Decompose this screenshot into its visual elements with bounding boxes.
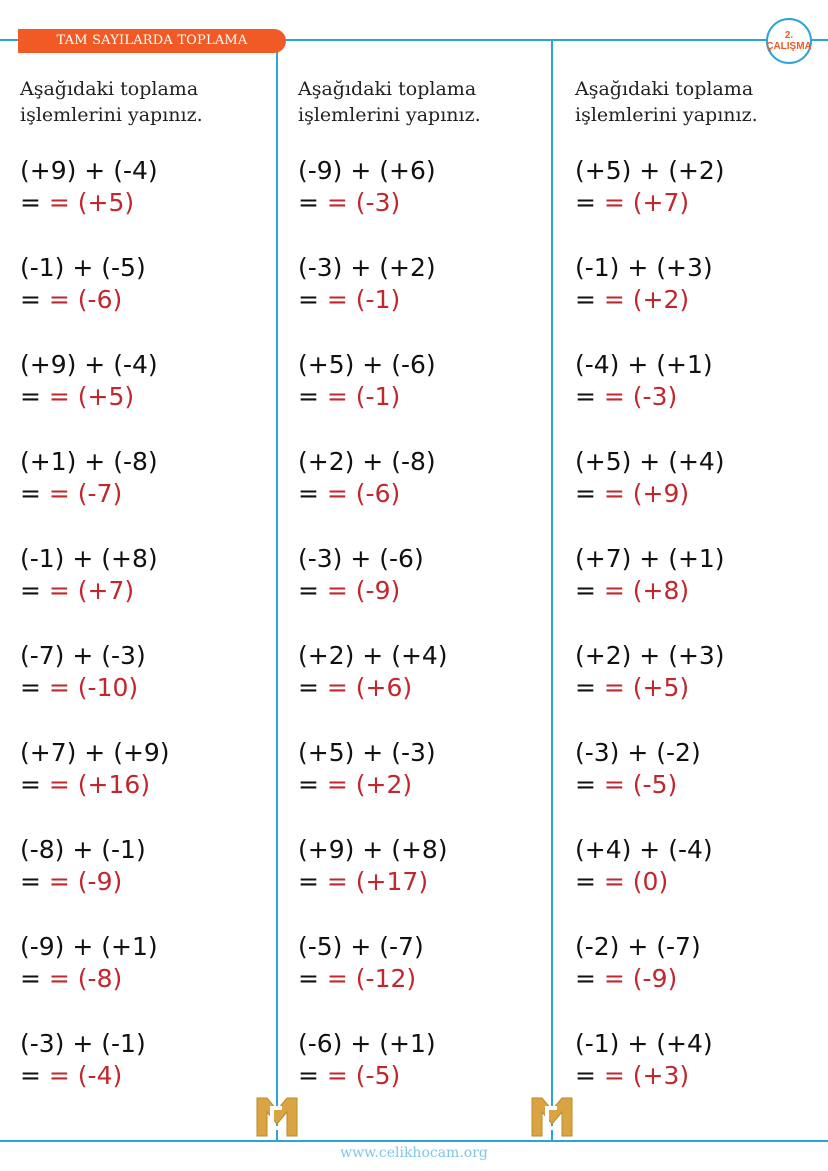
problem-item <box>20 155 203 252</box>
problem-expression: (-1) + (-5) <box>20 253 146 282</box>
problem-expression: (-6) + (+1) <box>298 1029 436 1058</box>
problem-item <box>575 1028 758 1125</box>
problem-expression: (-1) + (+3) <box>575 253 713 282</box>
equals-sign: = <box>20 382 41 411</box>
equals-sign: = <box>20 964 41 993</box>
equals-sign: = <box>575 964 596 993</box>
problem-expression: (+2) + (+4) <box>298 641 448 670</box>
answer-value: = (-1) <box>326 285 401 314</box>
answer-line <box>575 187 758 219</box>
answer-value: = (0) <box>603 867 669 896</box>
instruction-line-1: Aşağıdaki toplama <box>20 78 199 100</box>
answer-value: = (-1) <box>326 382 401 411</box>
problem-list <box>575 155 758 1125</box>
problem-item <box>575 737 758 834</box>
answer-value: = (-3) <box>326 188 401 217</box>
answer-value: = (-9) <box>48 867 123 896</box>
answer-line <box>20 187 203 219</box>
answer-line <box>298 187 481 219</box>
equals-sign: = <box>20 576 41 605</box>
answer-value: = (-9) <box>603 964 678 993</box>
equals-sign: = <box>20 770 41 799</box>
answer-value: = (+9) <box>603 479 690 508</box>
equals-sign: = <box>298 188 319 217</box>
equals-sign: = <box>575 1061 596 1090</box>
equals-sign: = <box>298 770 319 799</box>
problem-expression: (+9) + (-4) <box>20 156 158 185</box>
column-2 <box>298 76 481 1125</box>
answer-line <box>298 284 481 316</box>
problem-expression: (-9) + (+6) <box>298 156 436 185</box>
problem-expression: (-7) + (-3) <box>20 641 146 670</box>
problem-expression: (-5) + (-7) <box>298 932 424 961</box>
problem-expression: (+2) + (+3) <box>575 641 725 670</box>
equals-sign: = <box>20 1061 41 1090</box>
problem-expression: (+7) + (+1) <box>575 544 725 573</box>
bottom-rule <box>0 1140 828 1142</box>
equals-sign: = <box>575 479 596 508</box>
problem-item <box>298 155 481 252</box>
instruction-line-2: işlemlerini yapınız. <box>575 104 758 126</box>
answer-value: = (+5) <box>48 188 135 217</box>
answer-line <box>20 769 203 801</box>
answer-value: = (+2) <box>603 285 690 314</box>
problem-item <box>575 543 758 640</box>
answer-line <box>20 672 203 704</box>
problem-item <box>20 1028 203 1125</box>
problem-item <box>298 349 481 446</box>
answer-line <box>575 575 758 607</box>
problem-expression: (-9) + (+1) <box>20 932 158 961</box>
equals-sign: = <box>298 673 319 702</box>
answer-value: = (+6) <box>326 673 413 702</box>
problem-item <box>20 543 203 640</box>
answer-line <box>575 769 758 801</box>
answer-line <box>298 381 481 413</box>
answer-line <box>298 672 481 704</box>
problem-item <box>298 834 481 931</box>
answer-line <box>20 1060 203 1092</box>
equals-sign: = <box>298 964 319 993</box>
problem-item <box>298 446 481 543</box>
answer-value: = (+2) <box>326 770 413 799</box>
answer-value: = (-10) <box>48 673 139 702</box>
problem-item <box>298 543 481 640</box>
answer-value: = (+16) <box>48 770 151 799</box>
equals-sign: = <box>20 867 41 896</box>
answer-value: = (-4) <box>48 1061 123 1090</box>
problem-expression: (-4) + (+1) <box>575 350 713 379</box>
equals-sign: = <box>575 285 596 314</box>
brand-logo-icon <box>529 1094 575 1140</box>
problem-item <box>20 349 203 446</box>
problem-expression: (-2) + (-7) <box>575 932 701 961</box>
answer-line <box>20 284 203 316</box>
instruction-text <box>298 76 481 128</box>
answer-value: = (+8) <box>603 576 690 605</box>
problem-expression: (-1) + (+4) <box>575 1029 713 1058</box>
problem-item <box>298 252 481 349</box>
problem-expression: (+5) + (-6) <box>298 350 436 379</box>
instruction-line-1: Aşağıdaki toplama <box>575 78 754 100</box>
answer-line <box>575 866 758 898</box>
answer-value: = (-6) <box>326 479 401 508</box>
problem-item <box>20 252 203 349</box>
answer-line <box>20 381 203 413</box>
problem-item <box>575 834 758 931</box>
equals-sign: = <box>20 285 41 314</box>
answer-line <box>20 478 203 510</box>
equals-sign: = <box>298 576 319 605</box>
problem-item <box>20 446 203 543</box>
problem-expression: (+5) + (+4) <box>575 447 725 476</box>
problem-item <box>575 349 758 446</box>
instruction-line-2: işlemlerini yapınız. <box>20 104 203 126</box>
equals-sign: = <box>20 188 41 217</box>
problem-expression: (-3) + (-6) <box>298 544 424 573</box>
answer-line <box>575 478 758 510</box>
equals-sign: = <box>575 576 596 605</box>
answer-value: = (+17) <box>326 867 429 896</box>
footer-url: www.celikhocam.org <box>340 1145 488 1161</box>
problem-item <box>20 931 203 1028</box>
problem-expression: (+9) + (+8) <box>298 835 448 864</box>
problem-expression: (+4) + (-4) <box>575 835 713 864</box>
problem-item <box>20 737 203 834</box>
answer-value: = (+7) <box>603 188 690 217</box>
problem-item <box>298 737 481 834</box>
problem-expression: (+2) + (-8) <box>298 447 436 476</box>
equals-sign: = <box>298 382 319 411</box>
column-divider-2 <box>551 40 553 1141</box>
problem-expression: (+5) + (-3) <box>298 738 436 767</box>
problem-expression: (-1) + (+8) <box>20 544 158 573</box>
problem-expression: (+9) + (-4) <box>20 350 158 379</box>
equals-sign: = <box>575 188 596 217</box>
problem-item <box>575 252 758 349</box>
problem-list <box>298 155 481 1125</box>
problem-item <box>298 931 481 1028</box>
answer-value: = (+5) <box>48 382 135 411</box>
answer-value: = (-5) <box>603 770 678 799</box>
problem-list <box>20 155 203 1125</box>
answer-line <box>298 575 481 607</box>
answer-line <box>298 1060 481 1092</box>
problem-item <box>575 446 758 543</box>
equals-sign: = <box>575 770 596 799</box>
answer-line <box>20 866 203 898</box>
equals-sign: = <box>575 382 596 411</box>
answer-value: = (-3) <box>603 382 678 411</box>
problem-item <box>575 640 758 737</box>
answer-value: = (-5) <box>326 1061 401 1090</box>
problem-item <box>298 640 481 737</box>
brand-logo-icon <box>254 1094 300 1140</box>
badge-label: ÇALIŞMA <box>766 40 812 52</box>
answer-value: = (-8) <box>48 964 123 993</box>
answer-line <box>575 284 758 316</box>
equals-sign: = <box>298 285 319 314</box>
problem-expression: (+7) + (+9) <box>20 738 170 767</box>
problem-expression: (-3) + (-2) <box>575 738 701 767</box>
instruction-text <box>20 76 203 128</box>
problem-expression: (+5) + (+2) <box>575 156 725 185</box>
answer-line <box>298 769 481 801</box>
answer-line <box>575 963 758 995</box>
answer-line <box>298 866 481 898</box>
column-1 <box>20 76 203 1125</box>
problem-item <box>575 931 758 1028</box>
problem-expression: (-8) + (-1) <box>20 835 146 864</box>
badge-number: 2. <box>784 29 794 41</box>
answer-line <box>575 672 758 704</box>
answer-value: = (-9) <box>326 576 401 605</box>
equals-sign: = <box>575 867 596 896</box>
answer-line <box>20 575 203 607</box>
answer-value: = (+5) <box>603 673 690 702</box>
answer-value: = (-6) <box>48 285 123 314</box>
answer-line <box>298 478 481 510</box>
problem-expression: (+1) + (-8) <box>20 447 158 476</box>
answer-value: = (-12) <box>326 964 417 993</box>
answer-line <box>298 963 481 995</box>
answer-line <box>575 381 758 413</box>
column-3 <box>575 76 758 1125</box>
instruction-text <box>575 76 758 128</box>
problem-item <box>298 1028 481 1125</box>
equals-sign: = <box>298 1061 319 1090</box>
answer-line <box>575 1060 758 1092</box>
problem-expression: (-3) + (-1) <box>20 1029 146 1058</box>
problem-item <box>20 640 203 737</box>
instruction-line-1: Aşağıdaki toplama <box>298 78 477 100</box>
answer-value: = (-7) <box>48 479 123 508</box>
column-divider-1 <box>276 40 278 1141</box>
equals-sign: = <box>575 673 596 702</box>
equals-sign: = <box>20 479 41 508</box>
problem-expression: (-3) + (+2) <box>298 253 436 282</box>
answer-value: = (+7) <box>48 576 135 605</box>
problem-item <box>20 834 203 931</box>
worksheet-number-badge <box>766 18 812 64</box>
instruction-line-2: işlemlerini yapınız. <box>298 104 481 126</box>
equals-sign: = <box>20 673 41 702</box>
problem-item <box>575 155 758 252</box>
answer-value: = (+3) <box>603 1061 690 1090</box>
equals-sign: = <box>298 479 319 508</box>
equals-sign: = <box>298 867 319 896</box>
worksheet-title-banner: TAM SAYILARDA TOPLAMA <box>18 29 286 53</box>
answer-line <box>20 963 203 995</box>
